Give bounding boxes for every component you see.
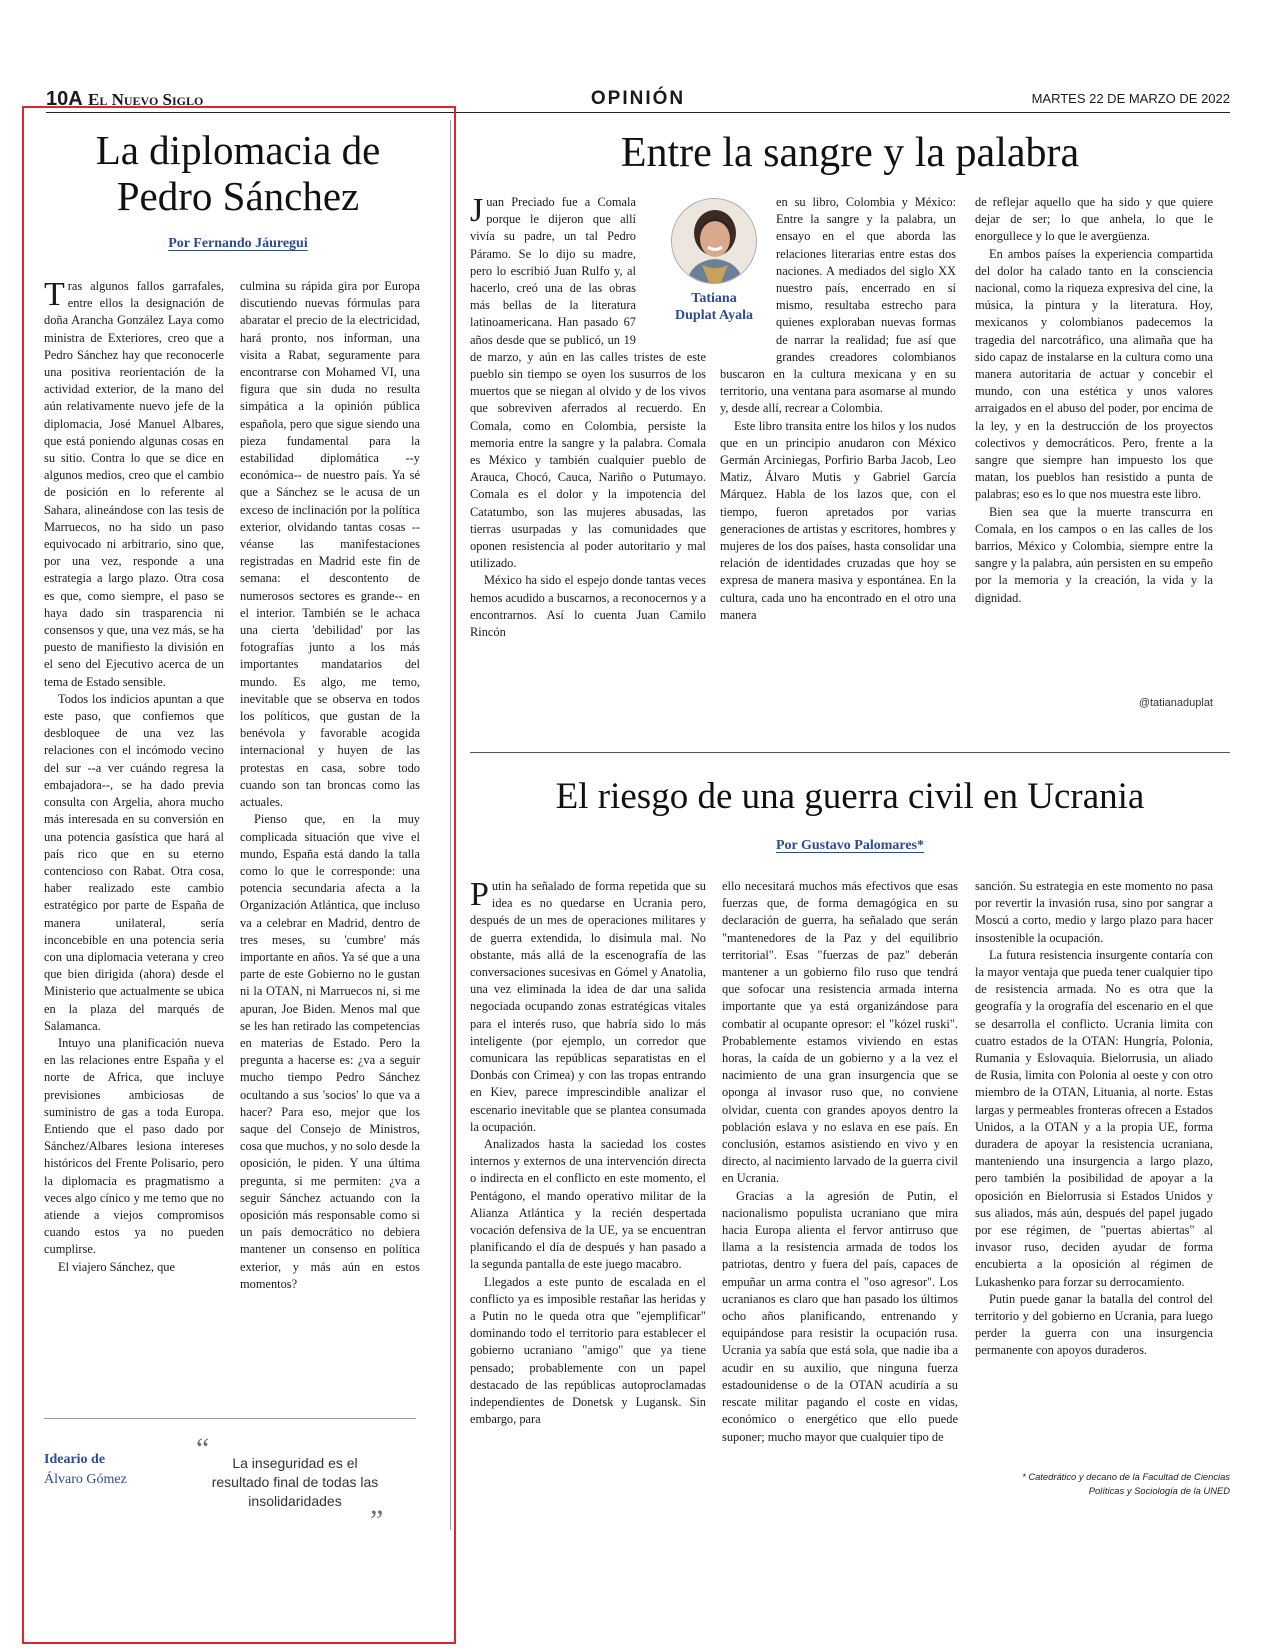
article3-paragraph: Gracias a la agresión de Putin, el nacionalismo populista ucraniano que mira hacia Europa alienta el fervor antirruso que llama a la resistencia armada de todos los patriotas, dentro y fuera del país, capaces de empuñar un arma contra el "oso agresor". Los ucranianos es claro que han pasado los últimos ocho años planificando, entrenando y equipándose para resistir la ocupación rusa. Ucrania ya sabía que está sola, que nadie iba a acudir en su auxilio, que ninguna fuerza estadounidense o de la OTAN acudiría a su rescate militar pagando el coste en vidas, económico o energético que ello puede suponer; mucho mayor que cualquier tipo de: [722, 1188, 958, 1444]
article2-paragraph: uan Preciado fue a Comala porque le dijeron que allí vivía su padre, un tal Pedro Páramo. Se lo dijo su madre, pero lo escribió Juan Rulfo y, al hacerlo, creó una de las obras más bellas de la literatura latinoamericana. Han pasado 67 años desde que se publicó, un 19 de marzo, y aún en las calles tristes de este pueblo sin tiempo se oyen los susurros de los muertos que se niegan al olvido y de los vivos que sobreviven aferrados al recuerdo. En Comala, como en Colombia, persiste la memoria entre la sangre y la palabra. Comala es México y también cualquier pueblo de Arauca, Chocó, Cauca, Nariño o Putumayo. Comala es el dolor y la impotencia del Catatumbo, son las mujeres abusadas, las tierras usurpadas y las comunidades que oponen resistencia al poder autoritario y mal utilizado.: [470, 195, 706, 571]
section-title: OPINIÓN: [590, 88, 686, 109]
article1-column-2: [240, 278, 420, 1388]
article1-paragraph: Todos los indicios apuntan a que este paso, que confiemos que desbloquee de una vez las relaciones con el incómodo vecino del sur --a ver cuándo regresa la embajadora--, se ha dado previa consulta con Argelia, ahora mucho más interesada en su conversión en una potencia gasística que hará al país rico que en su eterno contencioso con Rabat. Otra cosa, haber realizado este cambio estratégico por parte de España de manera unilateral, sería inconcebible en una potencia seria con una diplomacia veterana y creo que bien dirigida (ahora) desde el Ministerio que actualmente se ubica en la plaza del marqués de Salamanca.: [44, 691, 224, 1033]
article3-column-2: [722, 878, 958, 1480]
article1-title-line1: La diplomacia de: [95, 127, 381, 173]
article3-column-3: [975, 878, 1213, 1466]
ideario-label-line2: Álvaro Gómez: [44, 1472, 127, 1487]
ideario-divider: [44, 1418, 416, 1419]
article2-paragraph: Este libro transita entre los hilos y los nudos que en un principio anudaron con México Germán Arciniegas, Porfirio Barba Jacob, Leo Matiz, Álvaro Mutis y Gabriel García Márquez. Habla de los lazos que, con el tiempo, fueron apretados por varias generaciones de artistas y escritores, hombres y mujeres de los dos países, hasta consolidar una relación de identidades cruzadas que hoy se expresa de manera masiva y espontánea. En la cultura, cada uno ha encontrado en el otro una manera: [720, 418, 956, 622]
newspaper-name: El Nuevo Siglo: [88, 90, 204, 109]
article1-dropcap: T: [44, 278, 65, 313]
article2-column-3: [975, 194, 1213, 694]
article1-column-1: [44, 278, 224, 1388]
article1-byline[interactable]: Por Fernando Jáuregui: [168, 236, 308, 251]
article3-title: El riesgo de una guerra civil en Ucrania: [555, 776, 1145, 817]
article2-paragraph: Bien sea que la muerte transcurra en Comala, en los campos o en las calles de los barrios, México y Colombia, siempre entre la sangre y la palabra, aún persisten en su empeño por la memoria y la creación, la vida y la dignidad.: [975, 504, 1213, 605]
author-name-line1: Tatiana: [691, 291, 737, 306]
article-divider: [470, 752, 1230, 753]
article1-paragraph: Pienso que, en la muy complicada situación que vive el mundo, España está dando la talla como lo que le corresponde: una potencia secundaria afecta a la Organización Atlántica, que incluso va a celebrar en Madrid, dentro de tres meses, su 'cumbre' más importante en años. Ya sé que a una parte de este Gobierno no le gustan ni la OTAN, ni Marruecos ni, si me apuran, Joe Biden. Menos mal que se les han retirado las competencias en materias de Estado. Pero la pregunta a hacerse es: ¿va a seguir mucho tiempo Pedro Sánchez ocultando a sus 'socios' lo que va a hacer? Para eso, mejor que los saque del Consejo de Ministros, cosa que muchos, y no solo desde la oposición, le piden. Y una última pregunta, si me permiten: ¿va a seguir Sánchez actuando con la oposición más responsable como si un país democrático no debiera mantener un consenso en política exterior, y más aún en estos momentos?: [240, 812, 420, 1291]
author-handle[interactable]: @tatianaduplat: [1138, 697, 1213, 709]
article1-title-line2: Pedro Sánchez: [116, 172, 360, 219]
article2-title: Entre la sangre y la palabra: [620, 130, 1080, 176]
article1-paragraph: ras algunos fallos garrafales, entre ellos la designación de doña Arancha González Laya como ministra de Exteriores, creo que a Pedro Sánchez hay que reconocerle una positiva reorientación de la actividad exterior, de la mano del aún relativamente nuevo jefe de la diplomacia, José Manuel Albares, que está poniendo algunas cosas en su sitio. Contra lo que se dice en algunos medios, creo que el cambio de posición en lo referente al Sahara, alineándose con las tesis de Marruecos, no ha sido un paso equivocado ni arbitrario, sino que, por una vez, responde a una estrategia a largo plazo. Otra cosa es que, como siempre, el paso se haya dado sin trasparencia ni consensos y que, una vez más, se ha puesto de manifiesto la división en el seno del Ejecutivo acerca de un tema de Estado sensible.: [44, 279, 224, 689]
article1-title: [30, 128, 446, 220]
ideario-quote: La inseguridad es el resultado final de todas las insolidaridades: [211, 1455, 379, 1509]
article3-byline[interactable]: Por Gustavo Palomares*: [775, 838, 925, 853]
article3-paragraph: Analizados hasta la saciedad los costes internos y externos de una intervención directa o indirecta en el conflicto en este momento, el Pentágono, el mando operativo militar de la Alianza Atlántica y la recién despertada vocación defensiva de la UE, ya se encuentran planificando el día de después y han pasado a la segunda pantalla de este juego macabro.: [470, 1137, 706, 1272]
article3-paragraph: utin ha señalado de forma repetida que su idea es no quedarse en Ucrania pero, después de un mes de operaciones militares y de guerra extendida, lo disimula mal. No obstante, más allá de la escenografía de las conversaciones sucesivas en Gómel y Anatolia, una vez eliminada la idea de dar una salida negociada ocupando zonas estratégicas vitales para el interés ruso, que habría sido lo más inteligente (por ejemplo, un corredor que comunicara las repúblicas separatistas en el Donbás con Crimea) y con las tropas entrando en Kiev, parece imprescindible analizar el escenario inevitable que se plantea consumada la ocupación.: [470, 879, 706, 1134]
article1-paragraph: culmina su rápida gira por Europa discutiendo nuevas fórmulas para abaratar el precio de la electricidad, hará pronto, nos informan, una visita a Rabat, seguramente para encontrarse con Mohamed VI, una figura que sin duda no resulta simpática a la opinión pública española, pero que sigue siendo una pieza fundamental para la estabilidad diplomática --y económica-- de nuestro país. Ya sé que a Sánchez se le acusa de un exceso de inclinación por la política exterior, olvidando tantas cosas --véanse las manifestaciones registradas en Madrid este fin de semana: el descontento de numerosos sectores es grande-- en el interior. También se le achaca una cierta 'debilidad' por las fotografías junto a los más importantes mandatarios del mundo. Es algo, me temo, inevitable que se observa en todos los políticos, que gustan de la benévola y favorable acogida internacional y huyen de las protestas en casa, sobre todo cuando son tan broncas como las actuales.: [240, 279, 420, 810]
article3-paragraph: ello necesitará muchos más efectivos que esas fuerzas que, de forma demagógica en su declaración de guerra, ha señalado que serán "mantenedores de la Paz y del equilibrio territorial". Esas "fuerzas de paz" deberán mantener a un gobierno filo ruso que tendrá que sofocar una resistencia armada interna importante que ya está organizándose para combatir al ocupante opresor: el "kózel ruski". Probablemente estamos viviendo en estas horas, la caída de un gobierno y a la vez el nacimiento de una gran insurgencia que se oponga al invasor ruso que, no conviene olvidar, cuenta con grandes apoyos dentro la población eslava y no eslava en ese país. En conclusión, estamos asistiendo en vivo y en directo, al nacimiento larvado de la guerra civil en Ucrania.: [722, 879, 958, 1186]
article2-paragraph: de reflejar aquello que ha sido y que quiere dejar de ser; lo que anhela, lo que le enorgullece y lo que le avergüenza.: [975, 195, 1213, 244]
article2-paragraph: en su libro, Colombia y México: Entre la sangre y la palabra, un ensayo en el que aborda las relaciones literarias entre estas dos naciones. A mediados del siglo XX nuestro país, encerrado en sí mismo, resultaba estrecho para quienes exploraban nuevas formas de narrar la realidad; fue así que grandes creadores colombianos buscaron en la cultura mexicana y en su territorio, una ventana para asomarse al mundo y, desde allí, recrear a Colombia.: [720, 195, 956, 416]
article2-column-2: [720, 194, 956, 728]
issue-date: MARTES 22 DE MARZO DE 2022: [1031, 91, 1230, 106]
article3-dropcap: P: [470, 878, 489, 913]
article3-paragraph: sanción. Su estrategia en este momento no pasa por revertir la invasión rusa, sino por sangrar a Moscú a corto, medio y largo plazo para hacer insostenible la ocupación.: [975, 879, 1213, 945]
article3-paragraph: Llegados a este punto de escalada en el conflicto ya es imposible restañar las heridas y a Putin no le queda otra que "ejemplificar" dominando todo el territorio para establecer el gobierno ucraniano "amigo" que ya tiene pensado; probablemente con un papel destacado de las repúblicas autoproclamadas independientes de Donetsk y Lugansk. Sin embargo, para: [470, 1274, 706, 1427]
page-number: 10A: [46, 88, 83, 110]
article1-paragraph: El viajero Sánchez, que: [58, 1259, 175, 1274]
article3-paragraph: Putin puede ganar la batalla del control del territorio y del gobierno en Ucrania, para luego perder la guerra con una insurgencia permanente con apoyos duraderos.: [975, 1291, 1213, 1358]
article3-paragraph: La futura resistencia insurgente contaría con la mayor ventaja que pueda tener cualquier tipo de resistencia armada. No es otra que la geografía y la orografía del escenario en el que se desarrolla el conflicto. Ucrania limita con cuatro estados de la OTAN: Hungría, Polonia, Rumania y Eslovaquia. Bielorrusia, un aliado de Rusia, limita con Polonia al oeste y con otro miembro de la OTAN, Lituania, al norte. Estas largas y permeables fronteras ofrecen a Estados Unidos, a la OTAN y a la propia UE, forma duradera de apoyar la resistencia ucraniana, manteniendo una insurgencia a largo plazo, pero también la posibilidad de apoyar a la oposición en Bielorrusia si Estados Unidos y sus aliados, más aún, después del papel jugado por ese régimen, de "puertas abiertas" al invasor ruso, deciden ayudar de forma encubierta a la oposición al régimen de Lukashenko para forzar su derrocamiento.: [975, 947, 1213, 1289]
article2-paragraph: México ha sido el espejo donde tantas veces hemos acudido a buscarnos, a reconocernos y a encontrarnos. Así lo cuenta Juan Camilo Rincón: [470, 573, 706, 640]
article3-column-1: [470, 878, 706, 1480]
ideario-label-line1: Ideario de: [44, 1452, 106, 1467]
portrait-float-space: [720, 194, 776, 358]
article2-dropcap: J: [470, 194, 484, 229]
article3-footnote: * Catedrático y decano de la Facultad de Ciencias Políticas y Sociología de la UNED: [1022, 1471, 1230, 1496]
ideario-label: [44, 1450, 127, 1490]
article2-paragraph: En ambos países la experiencia compartida del dolor ha calado tanto en la consciencia nacional, como la riqueza expresiva del cine, la música, la pintura y la literatura. Hoy, mexicanos y colombianos padecemos la tragedia del narcotráfico, una alimaña que ha sido capaz de instalarse en la cultura como una manera autoritaria de actuar y concebir el mundo, con una estética y unos valores arraigados en el abuso del poder, por encima de la ley, y en la destrucción de los proyectos colectivos y democráticos. Pero, frente a la sangre que siempre han impuesto los que matan, los pueblos han resistido a punta de palabras; eso es lo que nos muestra este libro.: [975, 246, 1213, 502]
open-quote-icon: “: [196, 1432, 210, 1465]
column-divider: [450, 120, 451, 1530]
author-name-line2: Duplat Ayala: [675, 308, 753, 323]
close-quote-icon: ”: [370, 1504, 384, 1537]
article1-paragraph: Intuyo una planificación nueva en las relaciones entre España y el norte de Africa, que incluye previsiones ambiciosas de suministro de gas a toda Europa. Entiendo que el paso dado por Sánchez/Albares lesiona intereses históricos del Frente Polisario, pero la diplomacia es pragmatismo a veces algo cínico y me temo que no atiende a viejos compromisos cuando estos ya no pueden cumplirse.: [44, 1035, 224, 1257]
